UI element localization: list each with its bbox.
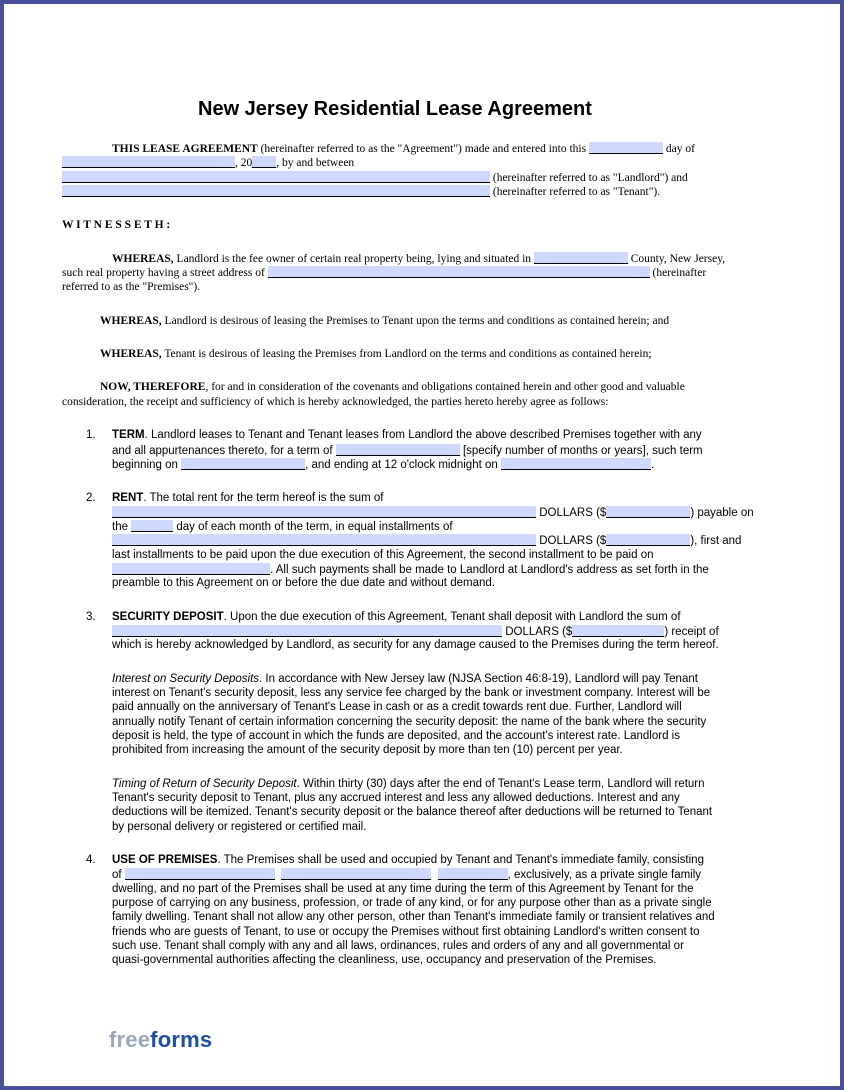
interest-text: . In accordance with New Jersey law (NJSA Section 46:8-19), Landlord will pay Tenant bbox=[259, 673, 698, 685]
timing-line-4: by personal delivery or registered or certified mail. bbox=[112, 821, 367, 833]
landlord-label: (hereinafter referred to as "Landlord") and bbox=[490, 172, 688, 184]
section-2-line-3 bbox=[112, 520, 453, 533]
the-label: the bbox=[112, 521, 132, 533]
interest-line-1 bbox=[112, 673, 698, 685]
preamble-line-2 bbox=[62, 156, 354, 169]
occupant-2-field[interactable] bbox=[281, 868, 431, 880]
installment-amount-field[interactable] bbox=[606, 534, 690, 546]
section-4-number: 4. bbox=[86, 854, 96, 866]
section-2-line-1 bbox=[112, 492, 383, 504]
whereas-lead: WHEREAS, bbox=[112, 253, 174, 265]
timing-line-1 bbox=[112, 778, 705, 790]
section-4-line-7: such use. Tenant shall comply with any and all laws, ordinances, rules and orders of any and all governmental or bbox=[112, 940, 684, 952]
section-2-line-7: preamble to this Agreement on or before the due date and without demand. bbox=[112, 577, 495, 589]
timing-line-2: Tenant's security deposit to Tenant, plus any accrued interest and less any allowed deductions. Interest and any bbox=[112, 792, 680, 804]
whereas-text: Landlord is desirous of leasing the Premises to Tenant upon the terms and conditions as contained herein; and bbox=[161, 315, 670, 327]
dollars-label: DOLLARS ($ bbox=[536, 507, 607, 519]
freeforms-logo bbox=[109, 1027, 212, 1053]
term-length-field[interactable] bbox=[336, 444, 460, 456]
section-1-line-2 bbox=[112, 444, 703, 457]
section-heading: SECURITY DEPOSIT bbox=[112, 611, 224, 623]
end-date-field[interactable] bbox=[501, 458, 651, 470]
interest-heading: Interest on Security Deposits bbox=[112, 673, 260, 685]
timing-text: . Within thirty (30) days after the end of Tenant's Lease term, Landlord will return bbox=[296, 778, 705, 790]
timing-line-3: deductions will be itemized. Tenant's security deposit or the balance thereof after deductions will be returned to Tenant bbox=[112, 806, 713, 818]
total-rent-words-field[interactable] bbox=[112, 506, 536, 518]
tenant-label: (hereinafter referred to as "Tenant"). bbox=[490, 186, 661, 198]
logo-free: free bbox=[109, 1027, 151, 1052]
whereas-2 bbox=[100, 315, 669, 327]
section-4-line-4: purpose of carrying on any business, profession, or trade of any kind, or for any purpose other than as a private single bbox=[112, 897, 712, 909]
section-2-number: 2. bbox=[86, 492, 96, 504]
period: . bbox=[650, 459, 655, 471]
section-2-line-2 bbox=[112, 506, 754, 519]
landlord-name-field[interactable] bbox=[62, 171, 490, 183]
by-and-between: , by and between bbox=[276, 157, 355, 169]
section-text: . The total rent for the term hereof is the sum of bbox=[143, 492, 384, 504]
preamble-text: (hereinafter referred to as the "Agreement") made and entered into this bbox=[257, 143, 589, 155]
street-address-label: such real property having a street address of bbox=[62, 267, 268, 279]
interest-line-2: interest on Tenant's security deposit, less any service fee charged by the bank or investment company. Interest will be bbox=[112, 687, 711, 699]
deposit-words-field[interactable] bbox=[112, 625, 502, 637]
whereas-lead: WHEREAS, bbox=[100, 315, 162, 327]
day-of-label: day of bbox=[662, 143, 695, 155]
section-text: . Upon the due execution of this Agreement, Tenant shall deposit with Landlord the sum of bbox=[223, 611, 681, 623]
whereas-text: Landlord is the fee owner of certain real property being, lying and situated in bbox=[173, 253, 534, 265]
section-4-line-1 bbox=[112, 854, 704, 866]
section-2-line-4 bbox=[112, 534, 741, 547]
payments-text: . All such payments shall be made to Landlord at Landlord's address as set forth in the bbox=[270, 564, 709, 576]
year-field[interactable] bbox=[252, 156, 276, 168]
beginning-label: beginning on bbox=[112, 459, 182, 471]
payable-label: ) payable on bbox=[690, 507, 754, 519]
first-and-label: ), first and bbox=[690, 535, 742, 547]
term-note: [specify number of months or years], such term bbox=[459, 445, 703, 457]
county-field[interactable] bbox=[534, 252, 628, 264]
now-therefore-line-2: consideration, the receipt and sufficiency of which is hereby acknowledged, the parties hereto hereby agree as follows: bbox=[62, 396, 609, 408]
section-4-line-8: quasi-governmental authorities affecting the cleanliness, use, occupancy and preservation of the Premises. bbox=[112, 954, 657, 966]
section-4-line-3: dwelling, and no part of the Premises shall be used at any time during the term of this Agreement by Tenant for the bbox=[112, 883, 694, 895]
tenant-line bbox=[62, 185, 660, 198]
whereas-3 bbox=[100, 348, 652, 360]
section-4-line-2 bbox=[112, 868, 701, 881]
whereas-lead: WHEREAS, bbox=[100, 348, 162, 360]
interest-line-4: annually notify Tenant of certain information concerning the security deposit: the name of the bank where the security bbox=[112, 716, 707, 728]
section-text: . The Premises shall be used and occupied by Tenant and Tenant's immediate family, consisting bbox=[217, 854, 704, 866]
rent-day-field[interactable] bbox=[131, 520, 173, 532]
witnesseth-heading: W I T N E S S E T H : bbox=[62, 219, 171, 231]
logo-forms: forms bbox=[150, 1027, 213, 1052]
interest-line-3: paid annually on the anniversary of Tenant's Lease in cash or as a credit towards rent due. Further, Landlord will bbox=[112, 701, 682, 713]
month-field[interactable] bbox=[62, 156, 235, 168]
street-address-field[interactable] bbox=[268, 266, 650, 278]
section-1-line-3 bbox=[112, 458, 654, 471]
of-label: of bbox=[112, 869, 125, 881]
whereas-1-line-2 bbox=[62, 266, 706, 279]
occupant-1-field[interactable] bbox=[125, 868, 275, 880]
tenant-name-field[interactable] bbox=[62, 185, 490, 197]
installment-words-field[interactable] bbox=[112, 534, 536, 546]
whereas-1-line-3: referred to as the "Premises"). bbox=[62, 281, 201, 293]
section-3-line-3: which is hereby acknowledged by Landlord, as security for any damage caused to the Premises during the term hereof. bbox=[112, 639, 719, 651]
now-therefore-text: , for and in consideration of the covenants and obligations contained herein and other good and valuable bbox=[205, 381, 685, 393]
receipt-label: ) receipt of bbox=[664, 626, 719, 638]
section-2-line-5: last installments to be paid upon the due execution of this Agreement, the second installment to be paid on bbox=[112, 549, 654, 561]
now-therefore-lead: NOW, THEREFORE bbox=[100, 381, 206, 393]
hereinafter-label: (hereinafter bbox=[649, 267, 707, 279]
dollars-label: DOLLARS ($ bbox=[536, 535, 607, 547]
now-therefore-line-1 bbox=[100, 381, 685, 393]
dollars-label: DOLLARS ($ bbox=[502, 626, 573, 638]
section-1-number: 1. bbox=[86, 429, 96, 441]
whereas-text: Tenant is desirous of leasing the Premises from Landlord on the terms and conditions as contained herein; bbox=[161, 348, 652, 360]
occupant-3-field[interactable] bbox=[438, 868, 508, 880]
document-title: New Jersey Residential Lease Agreement bbox=[198, 98, 592, 120]
section-heading: USE OF PREMISES bbox=[112, 854, 218, 866]
section-1-line-1 bbox=[112, 429, 702, 441]
section-3-number: 3. bbox=[86, 611, 96, 623]
ending-label: , and ending at 12 o'clock midnight on bbox=[305, 459, 501, 471]
day-field[interactable] bbox=[589, 142, 663, 154]
section-4-line-5: family dwelling. Tenant shall not allow any other person, other than Tenant's immediate family or transient relatives and bbox=[112, 911, 715, 923]
section-2-line-6 bbox=[112, 563, 709, 576]
section-4-line-6: friends who are guests of Tenant, to use or occupy the Premises without first obtaining Landlord's written consent to bbox=[112, 926, 700, 938]
interest-line-6: prohibited from increasing the amount of the security deposit by more than ten (10) percent per year. bbox=[112, 744, 623, 756]
preamble-line-1 bbox=[112, 142, 695, 155]
second-installment-date-field[interactable] bbox=[112, 563, 270, 575]
term-label: and all appurtenances thereto, for a term of bbox=[112, 445, 336, 457]
county-label: County, New Jersey, bbox=[627, 253, 726, 265]
timing-heading: Timing of Return of Security Deposit bbox=[112, 778, 297, 790]
section-3-line-1 bbox=[112, 611, 681, 623]
interest-line-5: deposit is held, the type of account in which the funds are deposited, and the account's interest rate. Landlord is bbox=[112, 730, 680, 742]
section-heading: TERM bbox=[112, 429, 145, 441]
section-heading: RENT bbox=[112, 492, 144, 504]
start-date-field[interactable] bbox=[181, 458, 305, 470]
landlord-line bbox=[62, 171, 688, 184]
preamble-lead: THIS LEASE AGREEMENT bbox=[112, 143, 258, 155]
deposit-amount-field[interactable] bbox=[572, 625, 664, 637]
section-text: . Landlord leases to Tenant and Tenant leases from Landlord the above described Premises together with any bbox=[144, 429, 702, 441]
total-rent-amount-field[interactable] bbox=[606, 506, 690, 518]
exclusively-label: , exclusively, as a private single family bbox=[507, 869, 702, 881]
section-3-line-2 bbox=[112, 625, 719, 638]
year-prefix: , 20 bbox=[235, 157, 253, 169]
installments-label: day of each month of the term, in equal installments of bbox=[173, 521, 453, 533]
whereas-1-line-1 bbox=[112, 252, 725, 265]
